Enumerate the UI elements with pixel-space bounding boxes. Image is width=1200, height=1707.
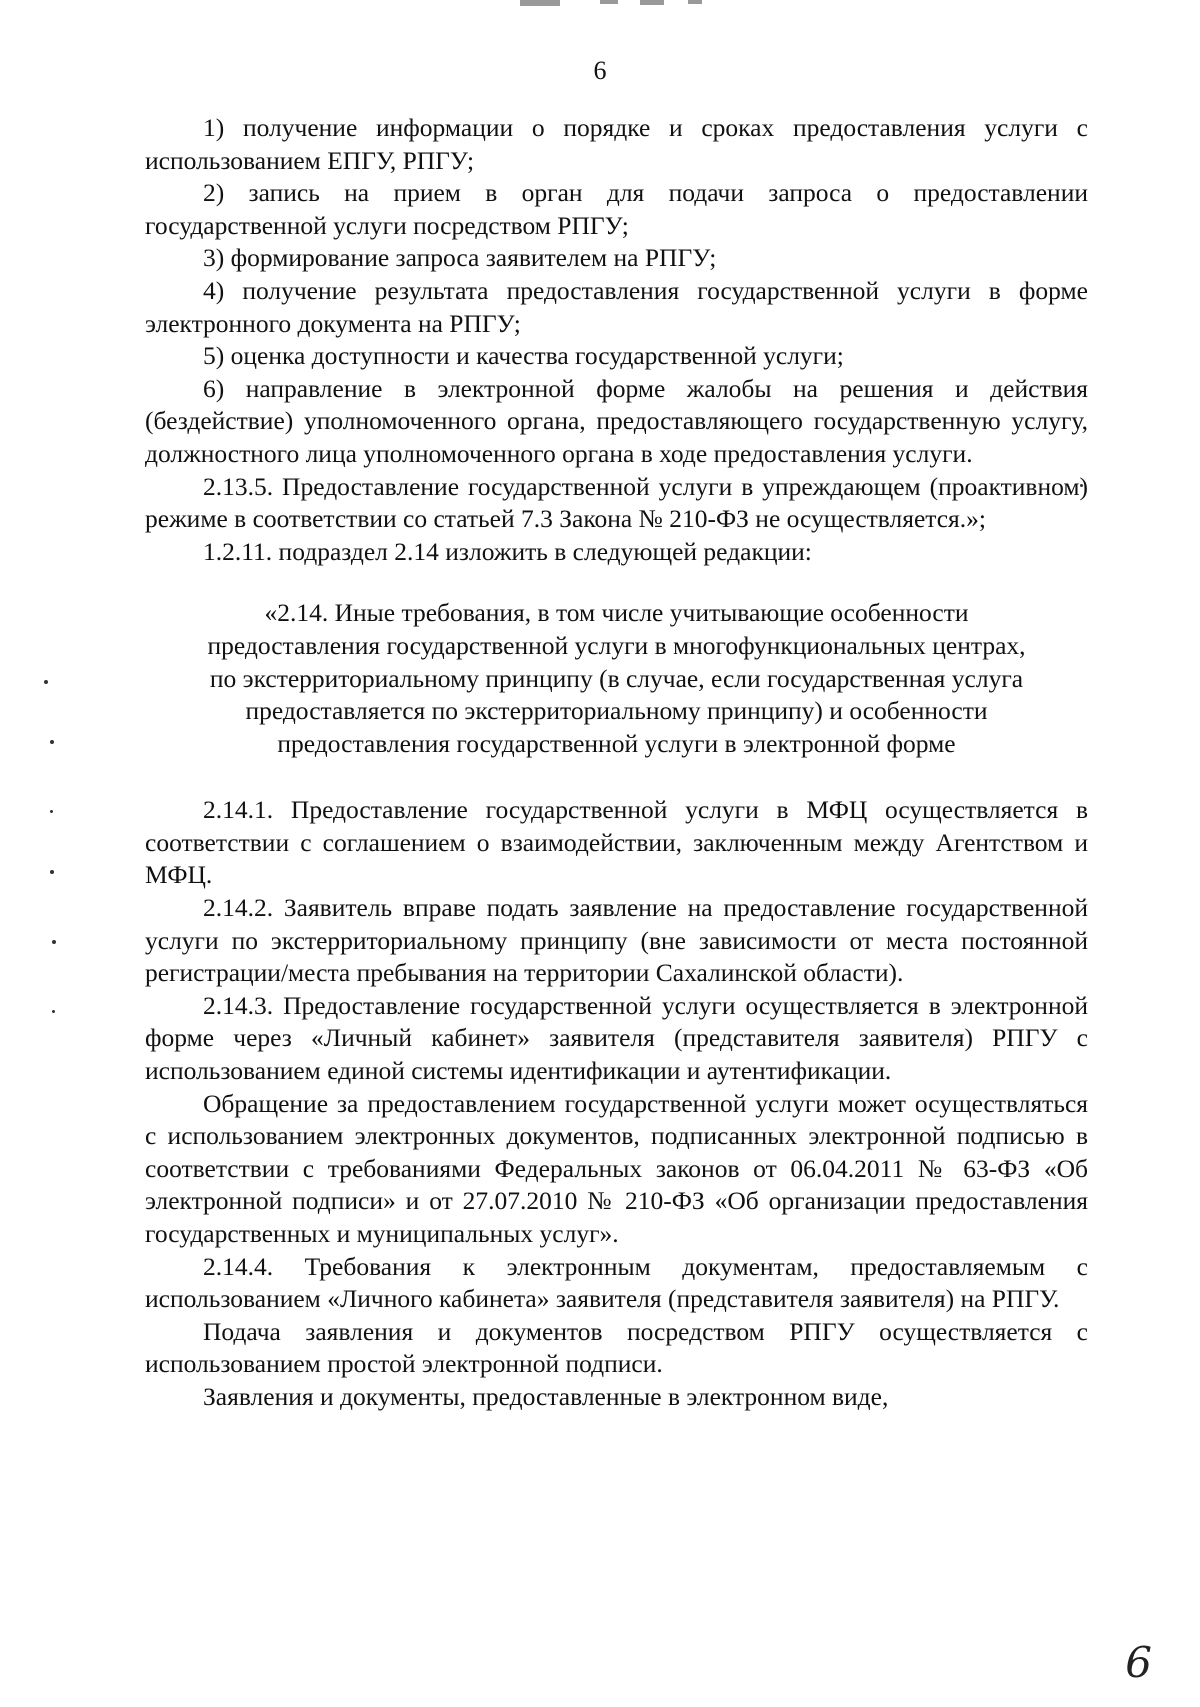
list-item-3: 3) формирование запроса заявителем на РПГУ; — [203, 243, 717, 273]
heading-line: предоставляется по экстерриториальному принципу) и особенности — [245, 696, 988, 726]
heading-line: «2.14. Иные требования, в том числе учитывающие особенности — [264, 598, 969, 628]
scan-dot — [50, 870, 54, 874]
clause-2-14-2: 2.14.2. Заявитель вправе подать заявление на предоставление государственной услуги по экстерриториальному принципу (вне зависимости от места постоянной регистрации/места пребывания на территории Сахалинской области). — [145, 893, 1088, 988]
heading-line: предоставления государственной услуги в электронной форме — [277, 728, 956, 758]
section-heading-2-14 — [145, 597, 1088, 760]
page-number: 6 — [593, 56, 607, 85]
list-item-1: 1) получение информации о порядке и сроках предоставления услуги с использованием ЕПГУ, РПГУ; — [145, 113, 1088, 175]
scan-dot — [50, 740, 54, 744]
list-item-6: 6) направление в электронной форме жалобы на решения и действия (бездействие) уполномоченного органа, предоставляющего государственную услугу, должностного лица уполномоченного органа в ходе предоставления услуги. — [145, 373, 1088, 468]
scan-dot — [50, 810, 53, 813]
scan-dot — [52, 1010, 55, 1013]
heading-line: предоставления государственной услуги в многофункциональных центрах, — [207, 630, 1026, 660]
scan-artifact — [520, 0, 560, 6]
heading-line: по экстерриториальному принципу (в случае, если государственная услуга — [209, 663, 1024, 693]
list-item-5: 5) оценка доступности и качества государственной услуги; — [203, 341, 844, 371]
clause-2-14-4: 2.14.4. Требования к электронным документам, предоставляемым с использованием «Личного кабинета» заявителя (представителя заявителя) на РПГУ. — [145, 1251, 1088, 1314]
list-item-4: 4) получение результата предоставления государственной услуги в форме электронного документа на РПГУ; — [145, 275, 1088, 338]
list-item-2: 2) запись на прием в орган для подачи запроса о предоставлении государственной услуги посредством РПГУ; — [145, 178, 1088, 240]
document-body — [145, 112, 1088, 1414]
paragraph-simple-signature: Подача заявления и документов посредством РПГУ осуществляется с использованием простой электронной подписи. — [145, 1316, 1088, 1379]
clause-2-14-3: 2.14.3. Предоставление государственной услуги осуществляется в электронной форме через «Личный кабинет» заявителя (представителя заявителя) РПГУ с использованием единой системы идентификации и аутентификации. — [145, 990, 1088, 1086]
scan-artifact — [688, 0, 702, 4]
paragraph-electronic-signature: Обращение за предоставлением государственной услуги может осуществляться с использованием электронных документов, подписанных электронной подписью в соответствии с требованиями Федеральных законов от 06.04.2011 № 63-ФЗ «Об электронной подписи» и от 27.07.2010 № 210-ФЗ «Об организации предоставления государственных и муниципальных услуг». — [145, 1088, 1088, 1248]
clause-1-2-11: 1.2.11. подраздел 2.14 изложить в следующей редакции: — [203, 536, 812, 566]
paragraph-electronic-documents: Заявления и документы, предоставленные в электронном виде, — [203, 1381, 889, 1411]
clause-2-13-5: 2.13.5. Предоставление государственной услуги в упреждающем (проактивном) режиме в соответствии со статьей 7.3 Закона № 210-ФЗ не осуществляется.»; — [145, 471, 1088, 534]
scan-artifact — [640, 0, 664, 5]
scan-dot — [52, 940, 56, 944]
clause-2-14-1: 2.14.1. Предоставление государственной услуги в МФЦ осуществляется в соответствии с соглашением о взаимодействии, заключенным между Агентством и МФЦ. — [145, 795, 1088, 890]
scan-dot — [44, 680, 48, 684]
handwritten-page-mark: 6 — [1125, 1638, 1152, 1687]
scan-artifact — [600, 0, 618, 4]
